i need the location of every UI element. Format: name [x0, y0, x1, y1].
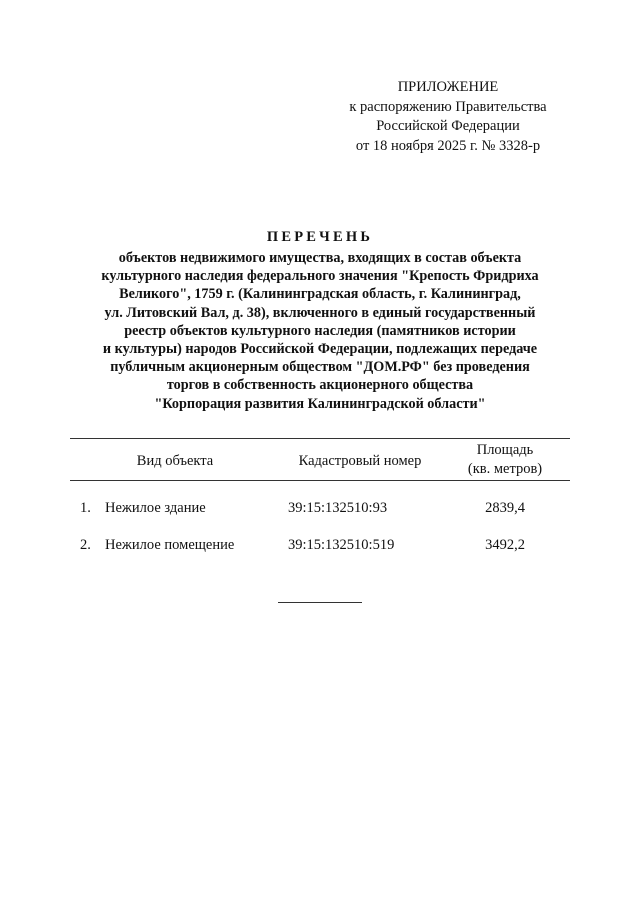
subtitle-line: Великого", 1759 г. (Калининградская область, г. Калининград, — [119, 286, 521, 303]
header-area — [440, 441, 570, 479]
document-title: ПЕРЕЧЕНЬ — [266, 229, 374, 245]
cadastral-number: 39:15:132510:93 — [288, 500, 388, 516]
header-cadastral-number: Кадастровый номер — [298, 453, 422, 469]
subtitle-line: и культуры) народов Российской Федерации, подлежащих передаче — [102, 341, 538, 358]
appendix-date-number: от 18 ноября 2025 г. № 3328-р — [355, 137, 541, 154]
table-row — [70, 537, 570, 557]
subtitle-line: объектов недвижимого имущества, входящих в состав объекта — [118, 250, 522, 266]
object-type: Нежилое помещение — [105, 537, 235, 553]
header-area-title: Площадь — [476, 442, 534, 458]
appendix-header — [318, 78, 578, 156]
table-header — [70, 439, 570, 481]
area-value: 3492,2 — [485, 537, 525, 553]
header-area-unit: (кв. метров) — [467, 461, 543, 477]
subtitle-line: культурного наследия федерального значения "Крепость Фридриха — [101, 268, 539, 285]
appendix-authority: Российской Федерации — [376, 118, 520, 134]
subtitle-line: торгов в собственность акционерного общества — [166, 377, 474, 394]
area-value: 2839,4 — [485, 500, 525, 516]
appendix-label: ПРИЛОЖЕНИЕ — [397, 79, 499, 95]
end-divider — [278, 602, 362, 603]
property-table — [70, 438, 570, 553]
subtitle-line: "Корпорация развития Калининградской области" — [154, 395, 486, 412]
document-subtitle — [60, 249, 580, 413]
table-row — [70, 500, 570, 520]
appendix-order-ref: к распоряжению Правительства — [349, 98, 547, 115]
subtitle-line: ул. Литовский Вал, д. 38), включенного в единый государственный — [104, 304, 536, 321]
header-object-type: Вид объекта — [136, 453, 214, 469]
object-type: Нежилое здание — [105, 500, 206, 516]
subtitle-line: публичным акционерным обществом "ДОМ.РФ" без проведения — [110, 359, 530, 376]
row-number: 1. — [80, 500, 91, 516]
cadastral-number: 39:15:132510:519 — [288, 537, 395, 553]
subtitle-line: реестр объектов культурного наследия (памятников истории — [124, 322, 516, 339]
row-number: 2. — [80, 537, 91, 553]
